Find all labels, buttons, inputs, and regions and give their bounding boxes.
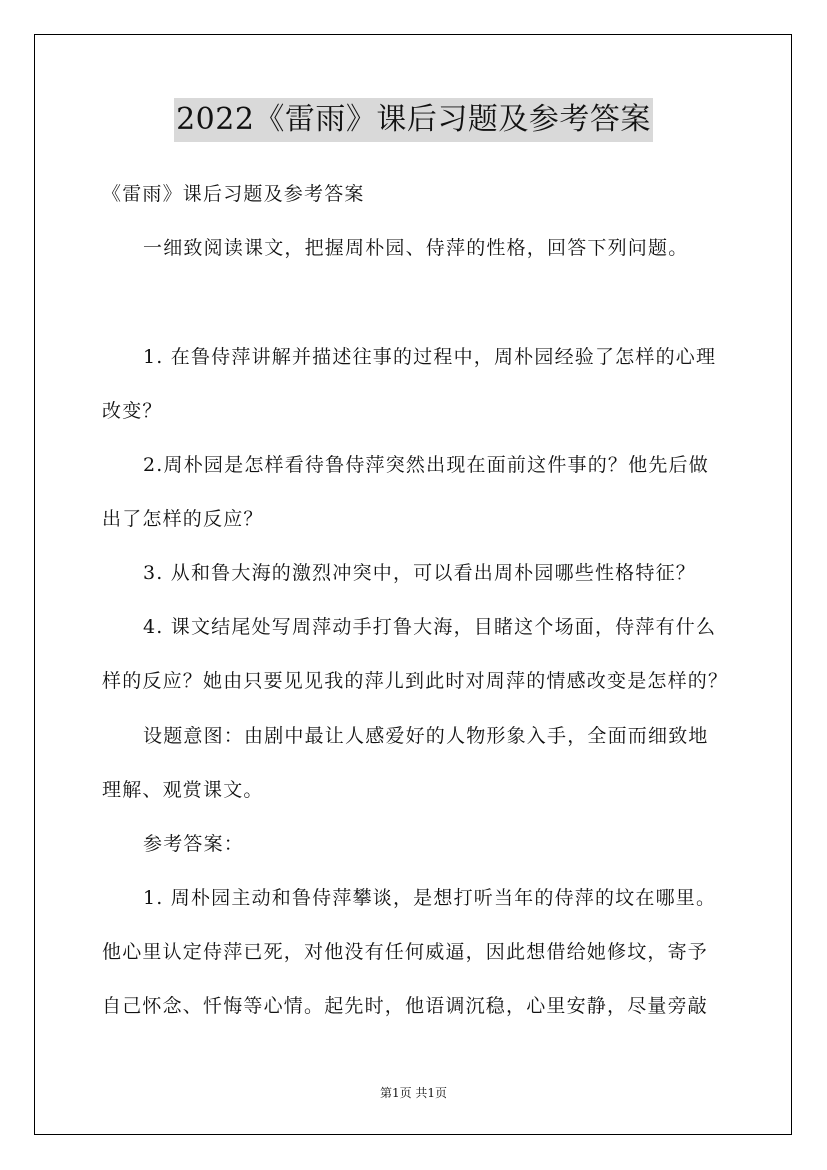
paragraph-line: 出了怎样的反应？: [102, 508, 264, 530]
paragraph-line: 2.周朴园是怎样看待鲁侍萍突然出现在面前这件事的？他先后做: [143, 454, 709, 476]
paragraph-line: 改变？: [102, 400, 163, 422]
paragraph-line: 一细致阅读课文，把握周朴园、侍萍的性格，回答下列问题。: [143, 237, 689, 259]
subtitle-line: 《雷雨》课后习题及参考答案: [102, 183, 365, 205]
paragraph-line: 自己怀念、忏悔等心情。起先时，他语调沉稳，心里安静，尽量旁敲: [102, 995, 709, 1017]
paragraph-line: 3. 从和鲁大海的激烈冲突中，可以看出周朴园哪些性格特征？: [143, 562, 696, 584]
document-title-wrap: [0, 98, 827, 142]
paragraph-line: 4. 课文结尾处写周萍动手打鲁大海，目睹这个场面，侍萍有什么: [143, 616, 717, 638]
paragraph-line: 设题意图：由剧中最让人感爱好的人物形象入手，全面而细致地: [143, 725, 709, 747]
page-footer: 第1页 共1页: [379, 1086, 448, 1100]
paragraph-line: 参考答案：: [143, 833, 245, 855]
paragraph-line: 1. 周朴园主动和鲁侍萍攀谈，是想打听当年的侍萍的坟在哪里。: [143, 887, 717, 909]
paragraph-line: 他心里认定侍萍已死，对他没有任何威逼，因此想借给她修坟，寄予: [102, 941, 709, 963]
paragraph-line: 理解、观赏课文。: [102, 779, 264, 801]
paragraph-line: 样的反应？她由只要见见我的萍儿到此时对周萍的情感改变是怎样的？: [102, 670, 729, 692]
document-title: 2022《雷雨》课后习题及参考答案: [174, 98, 653, 142]
paragraph-line: 1. 在鲁侍萍讲解并描述往事的过程中，周朴园经验了怎样的心理: [143, 346, 717, 368]
